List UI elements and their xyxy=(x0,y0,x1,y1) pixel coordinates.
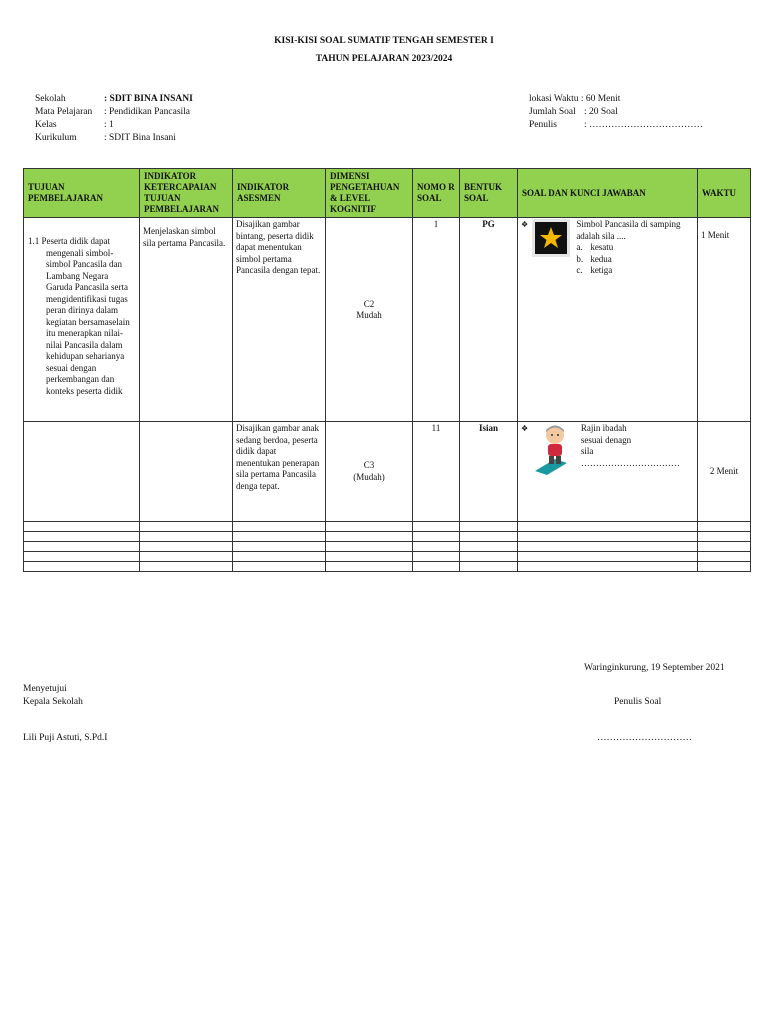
info-row-penulis: Penulis : ……………………………… xyxy=(529,120,704,130)
cell-tujuan: 1.1 Peserta didik dapat mengenali simbol-simbol Pancasila dan Lambang Negara Garuda Pancasila serta mengidentifikasi tugas peran dirinya dalam kegiatan bersamaselain itu menerapkan nilai-nilai Pancasila dalam kehidupan seharianya sesuai dengan perkembangan dan konteks peserta didik xyxy=(24,218,140,422)
cell-waktu: 1 Menit xyxy=(698,218,751,422)
table-row-empty xyxy=(24,542,751,552)
header-bentuk: BENTUK SOAL xyxy=(460,169,518,218)
cell-tujuan-empty xyxy=(24,422,140,522)
cell-level: C2 Mudah xyxy=(326,218,413,422)
cell-indikator-asesmen: Disajikan gambar anak sedang berdoa, peserta didik dapat menentukan penerapan sila pertama Pancasila denga tepat. xyxy=(233,422,326,522)
header-soal: SOAL DAN KUNCI JAWABAN xyxy=(518,169,698,218)
header-nomor: NOMO R SOAL xyxy=(413,169,460,218)
writer-signature-line: ………………………… xyxy=(597,733,692,743)
info-row-sekolah: Sekolah : SDIT BINA INSANI xyxy=(35,94,193,104)
principal-title: Kepala Sekolah xyxy=(23,697,83,707)
table-row-empty xyxy=(24,532,751,542)
info-row-waktu: lokasi Waktu : 60 Menit xyxy=(529,94,621,104)
info-row-kelas: Kelas : 1 xyxy=(35,120,114,130)
table-row-empty xyxy=(24,522,751,532)
principal-name: Lili Puji Astuti, S.Pd.I xyxy=(23,733,108,743)
cell-soal xyxy=(518,218,698,422)
cell-soal: ❖ Rajin ibadah sesuai denagn sila …………………………… xyxy=(518,422,698,522)
header-indikator-tp: INDIKATOR KETERCAPAIAN TUJUAN PEMBELAJARAN xyxy=(140,169,233,218)
cell-level: C3 (Mudah) xyxy=(326,422,413,522)
table-row-empty xyxy=(24,562,751,572)
cell-nomor: 11 xyxy=(413,422,460,522)
document-title: KISI-KISI SOAL SUMATIF TENGAH SEMESTER I xyxy=(274,36,494,46)
cell-indikator-tp-empty xyxy=(140,422,233,522)
bullet-icon: ❖ xyxy=(521,424,529,433)
table-row xyxy=(24,422,751,522)
option-a: a. kesatu xyxy=(576,242,614,252)
info-left xyxy=(35,93,193,145)
kisi-kisi-table xyxy=(23,168,751,572)
place-date: Waringinkurung, 19 September 2021 xyxy=(584,663,725,673)
option-list xyxy=(576,242,694,277)
header-indikator-asesmen: INDIKATOR ASESMEN xyxy=(233,169,326,218)
approve-label: Menyetujui xyxy=(23,684,67,694)
info-right xyxy=(529,93,703,132)
info-row-mapel: Mata Pelajaran : Pendidikan Pancasila xyxy=(35,107,191,117)
option-c: c. ketiga xyxy=(576,265,613,275)
praying-child-image xyxy=(533,423,573,475)
option-b: b. kedua xyxy=(576,253,612,264)
cell-nomor: 1 xyxy=(413,218,460,422)
info-row-kurikulum: Kurikulum : SDIT Bina Insani xyxy=(35,133,176,143)
cell-waktu: 2 Menit xyxy=(698,422,751,522)
cell-indikator-tp: Menjelaskan simbol sila pertama Pancasila. xyxy=(140,218,233,422)
cell-bentuk: PG xyxy=(460,218,518,422)
question-text: Simbol Pancasila di samping adalah sila .... xyxy=(576,219,681,241)
header-dimensi: DIMENSI PENGETAHUAN & LEVEL KOGNITIF xyxy=(326,169,413,218)
header-waktu: WAKTU xyxy=(698,169,751,218)
table-row-empty xyxy=(24,552,751,562)
writer-title: Penulis Soal xyxy=(614,697,662,707)
info-row-jumlah: Jumlah Soal : 20 Soal xyxy=(529,107,618,117)
table-header-row xyxy=(24,169,751,218)
cell-bentuk: Isian xyxy=(460,422,518,522)
header-tujuan: TUJUAN PEMBELAJARAN xyxy=(24,169,140,218)
bullet-icon: ❖ xyxy=(521,220,529,229)
cell-indikator-asesmen: Disajikan gambar bintang, peserta didik dapat menentukan simbol pertama Pancasila dengan tepat. xyxy=(233,218,326,422)
table-row xyxy=(24,218,751,422)
document-subtitle: TAHUN PELAJARAN 2023/2024 xyxy=(315,54,453,64)
star-image xyxy=(532,219,570,257)
